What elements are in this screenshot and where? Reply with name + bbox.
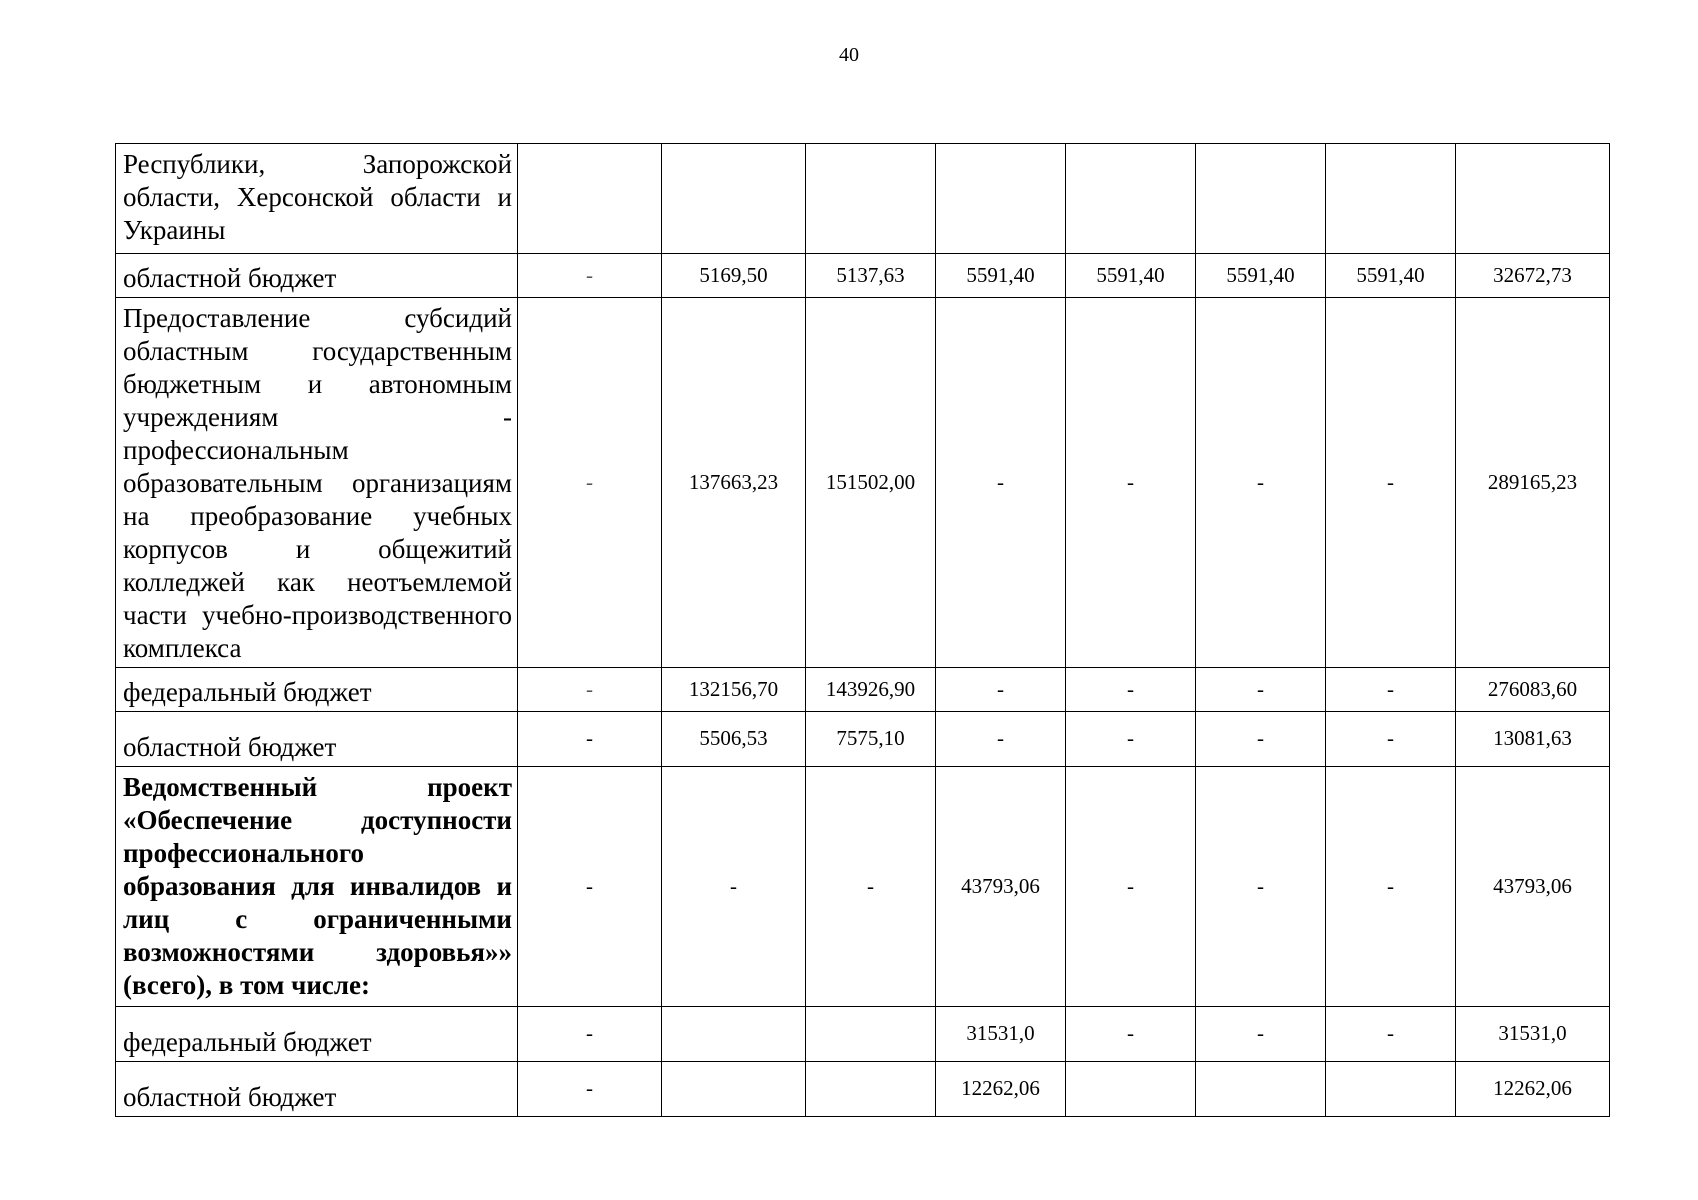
row-name-cell: Республики, Запорожской области, Херсонской области и Украины [116,144,518,254]
value-cell: - [1196,712,1326,767]
value-cell: - [1196,668,1326,712]
value-cell: 5506,53 [662,712,806,767]
value-cell: - [1066,298,1196,668]
value-cell: 5137,63 [806,254,936,298]
value-cell [662,144,806,254]
total-cell: 276083,60 [1456,668,1610,712]
value-cell: 143926,90 [806,668,936,712]
row-name-cell: Ведомственный проект «Обеспечение доступности профессионального образования для инвалидов и лиц с ограниченными возможностями здоровья»» (всего), в том числе: [116,767,518,1007]
table-row [116,1062,1610,1117]
value-cell [662,1062,806,1117]
value-cell: - [1326,712,1456,767]
row-name-cell: областной бюджет [116,254,518,298]
value-cell: - [1066,1007,1196,1062]
row-name-cell: федеральный бюджет [116,1007,518,1062]
value-cell [806,1007,936,1062]
value-cell: - [518,298,662,668]
value-cell [1196,1062,1326,1117]
value-cell: 5591,40 [1326,254,1456,298]
row-name-cell: областной бюджет [116,712,518,767]
value-cell: 5169,50 [662,254,806,298]
value-cell [1066,1062,1196,1117]
value-cell: 151502,00 [806,298,936,668]
page-number: 40 [839,44,859,66]
table-row [116,144,1610,254]
value-cell: - [518,254,662,298]
value-cell: 5591,40 [1196,254,1326,298]
table-row [116,712,1610,767]
value-cell: - [518,668,662,712]
table-row [116,1007,1610,1062]
value-cell: - [1326,1007,1456,1062]
value-cell: - [936,298,1066,668]
value-cell: - [1326,668,1456,712]
total-cell: 43793,06 [1456,767,1610,1007]
value-cell [1326,1062,1456,1117]
value-cell: - [1196,767,1326,1007]
value-cell [662,1007,806,1062]
value-cell [936,144,1066,254]
value-cell: - [518,1007,662,1062]
value-cell: - [936,668,1066,712]
total-cell: 32672,73 [1456,254,1610,298]
value-cell: 137663,23 [662,298,806,668]
value-cell: 7575,10 [806,712,936,767]
value-cell: 5591,40 [1066,254,1196,298]
table-row [116,298,1610,668]
value-cell: - [1066,767,1196,1007]
value-cell: 5591,40 [936,254,1066,298]
value-cell [1066,144,1196,254]
value-cell: 12262,06 [936,1062,1066,1117]
value-cell: - [518,767,662,1007]
row-name-cell: Предоставление субсидий областным государственным бюджетным и автономным учреждениям - профессиональным образовательным организациям на преобразование учебных корпусов и общежитий колледжей как неотъемлемой части учебно-производственного комплекса [116,298,518,668]
value-cell: 43793,06 [936,767,1066,1007]
total-cell: 13081,63 [1456,712,1610,767]
table-row [116,767,1610,1007]
value-cell: - [1066,668,1196,712]
value-cell: - [1196,1007,1326,1062]
total-cell: 12262,06 [1456,1062,1610,1117]
value-cell: 31531,0 [936,1007,1066,1062]
value-cell: - [518,1062,662,1117]
total-cell: 289165,23 [1456,298,1610,668]
value-cell [1196,144,1326,254]
table-row [116,254,1610,298]
value-cell: 132156,70 [662,668,806,712]
value-cell [1326,144,1456,254]
budget-table [115,143,1610,1117]
total-cell [1456,144,1610,254]
value-cell: - [518,712,662,767]
value-cell: - [1326,767,1456,1007]
value-cell: - [1326,298,1456,668]
table-row [116,668,1610,712]
total-cell: 31531,0 [1456,1007,1610,1062]
value-cell: - [1066,712,1196,767]
value-cell [806,144,936,254]
value-cell: - [936,712,1066,767]
value-cell: - [806,767,936,1007]
row-name-cell: федеральный бюджет [116,668,518,712]
row-name-cell: областной бюджет [116,1062,518,1117]
value-cell [518,144,662,254]
value-cell: - [1196,298,1326,668]
value-cell: - [662,767,806,1007]
value-cell [806,1062,936,1117]
